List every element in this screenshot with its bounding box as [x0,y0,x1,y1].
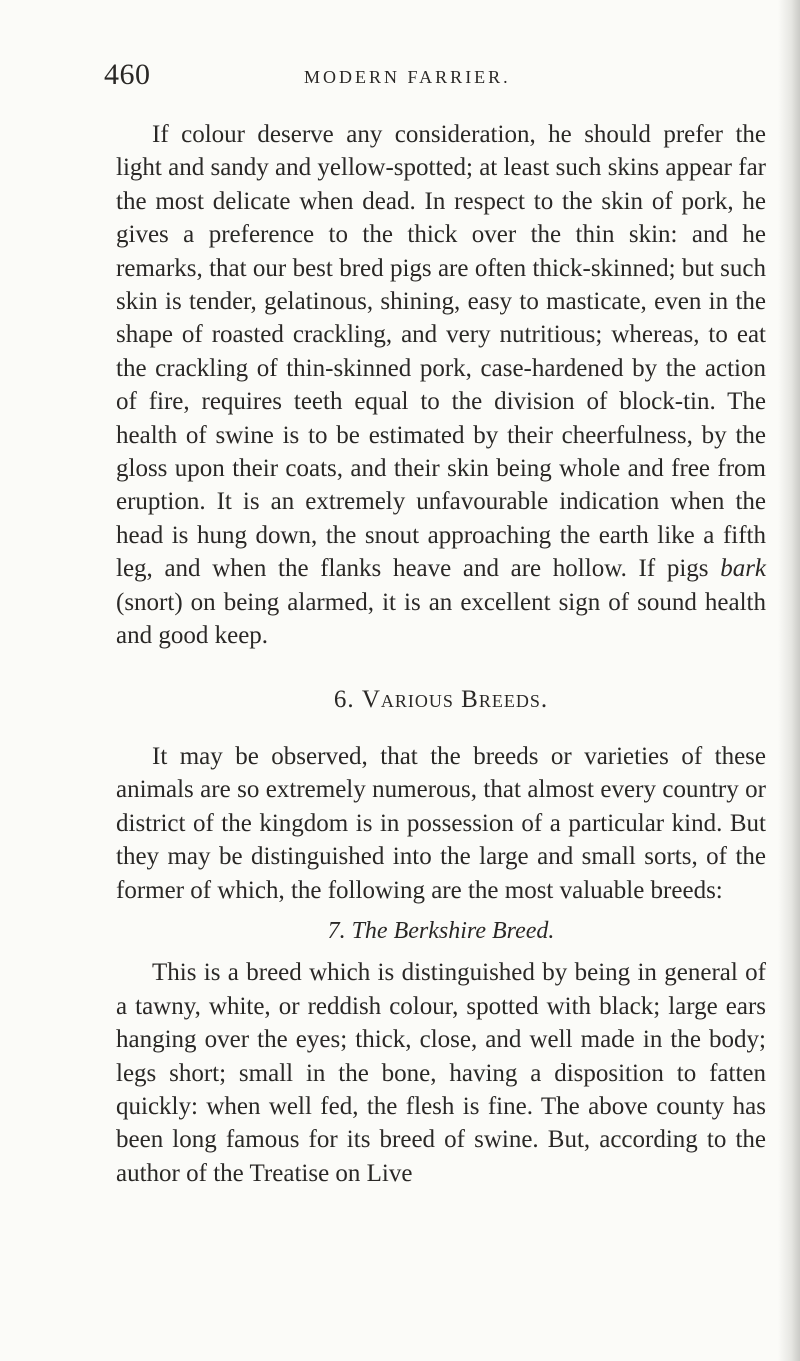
section-number: 7. [327,917,346,944]
paragraph-berkshire-description: This is a breed which is distinguished by being in general of a tawny, white, or reddish colour, spotted with black; large ears hanging over the eyes; thick, close, and well made in the body; legs short; small in the bone, having a disposition to fatten quickly: when well fed, the flesh is fine. The above county has been long famous for its breed of swine. But, according to the author of the Treatise on Live [116,959,766,1187]
section-heading-berkshire-breed [116,915,766,948]
section-title: The Berkshire Breed. [351,917,555,944]
page-body [116,118,766,1190]
running-title: MODERN FARRIER. [304,67,511,87]
page-number: 460 [104,58,151,91]
section-number: 6. [333,685,355,713]
page-header [104,58,744,98]
section-title: Various Breeds. [361,685,549,713]
paragraph-text: (snort) on being alarmed, it is an excellent sign of sound health and good keep. [116,588,766,650]
section-heading-various-breeds [116,683,766,716]
paragraph-text: If colour deserve any consideration, he should prefer the light and sandy and yellow-spotted; at least such skins appear far the most delicate when dead. In respect to the skin of pork, he gives a preference to the thick over the thin skin: and he remarks, that our best bred pigs are often thick-skinned; but such skin is tender, gelatinous, shining, easy to masticate, even in the shape of roasted crackling, and very nutritious; whereas, to eat the crackling of thin-skinned pork, case-hardened by the action of fire, requires teeth equal to the division of block-tin. The health of swine is to be estimated by their cheerfulness, by the gloss upon their coats, and their skin being whole and free from eruption. It is an extremely unfavourable indication when the head is hung down, the snout approaching the earth like a fifth leg, and when the flanks heave and are hollow. [116,121,766,583]
italic-word: bark [720,555,767,583]
page-edge-shadow [778,0,800,1361]
paragraph-breeds-intro: It may be observed, that the breeds or varieties of these animals are so extremely numerous, that almost every country or district of the kingdom is in possession of a particular kind. But they may be distinguished into the large and small sorts, of the former of which, the following are the most valuable breeds: [116,742,766,904]
paragraph-health-of-swine [116,118,766,653]
paragraph-text: If pigs [638,555,709,583]
